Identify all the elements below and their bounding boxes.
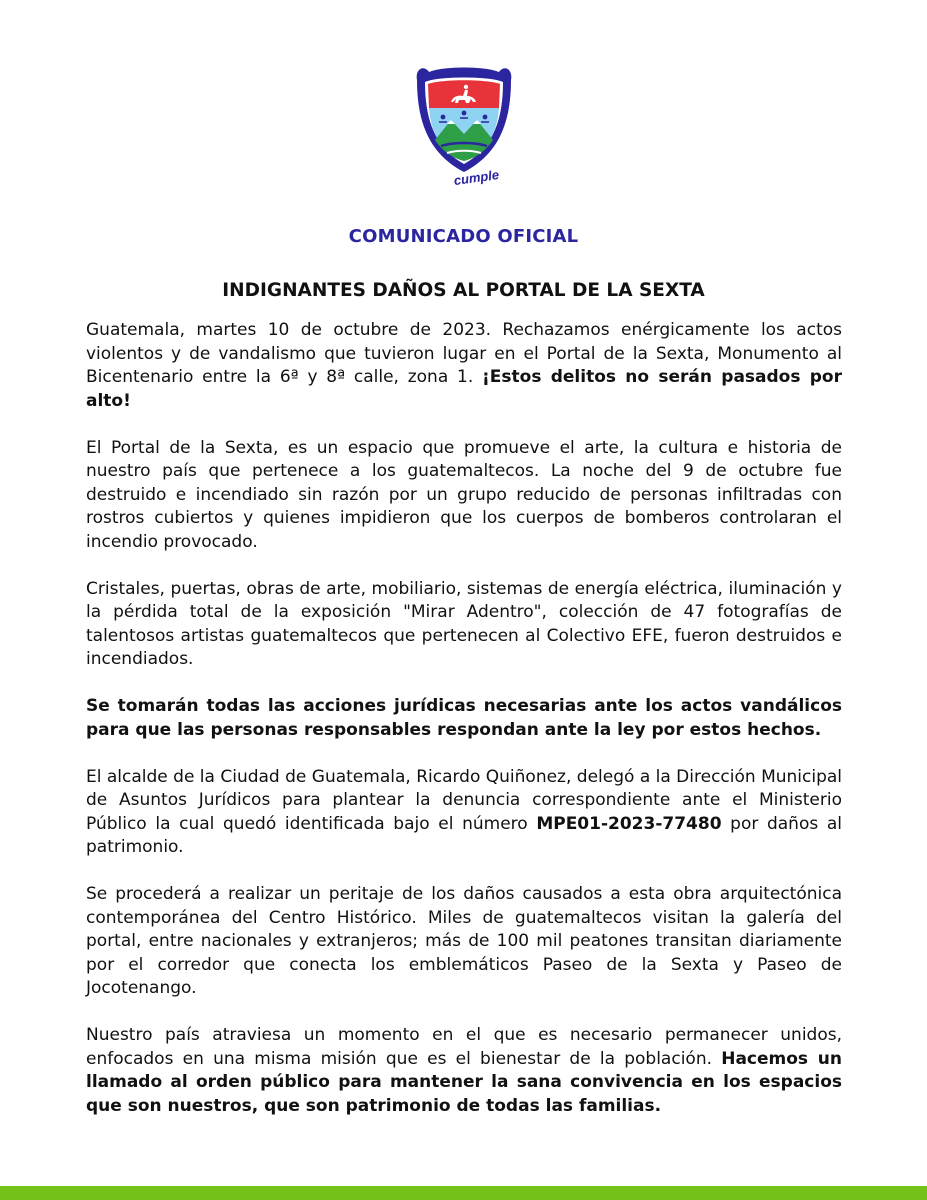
paragraph-7-emphasis: Hacemos un llamado al orden público para mantener la sana convivencia en los espacios que son nuestros, que son patrimonio de todas las familias.	[86, 1048, 842, 1116]
paragraph-5-text: El alcalde de la Ciudad de Guatemala, Ricardo Quiñonez, delegó a la Dirección Municipal de Asuntos Jurídicos para plantear la denuncia correspondiente ante el Ministerio Público la cual quedó identificada bajo el número	[86, 766, 843, 834]
logo-caption: cumple	[452, 166, 500, 188]
document-kicker: COMUNICADO OFICIAL	[348, 226, 579, 247]
paragraph-7	[86, 1024, 842, 1118]
paragraph-5-tail: por daños al patrimonio.	[86, 813, 842, 857]
paragraph-1-text: Guatemala, martes 10 de octubre de 2023. Rechazamos enérgicamente los actos violentos y de vandalismo que tuvieron lugar en el Portal de la Sexta, Monumento al Bicentenario entre la 6ª y 8ª calle, zona 1.	[86, 320, 842, 387]
paragraph-5	[86, 766, 842, 860]
paragraph-6: Se procederá a realizar un peritaje de los daños causados a esta obra arquitectónica contemporánea del Centro Histórico. Miles de guatemaltecos visitan la galería del portal, entre nacionales y extranjeros; más de 100 mil peatones transitan diariamente por el corredor que conecta los emblemáticos Paseo de la Sexta y Paseo de Jocotenango.	[86, 884, 842, 998]
paragraph-2: El Portal de la Sexta, es un espacio que promueve el arte, la cultura e historia de nuestro país que pertenece a los guatemaltecos. La noche del 9 de octubre fue destruido e incendiado sin razón por un grupo reducido de personas infiltradas con rostros cubiertos y quienes impidieron que los cuerpos de bomberos controlaran el incendio provocado.	[86, 437, 842, 552]
paragraph-4-emphasis: Se tomarán todas las acciones jurídicas necesarias ante los actos vandálicos para que las personas responsables respondan ante la ley por estos hechos.	[86, 696, 842, 740]
paragraph-1	[86, 319, 842, 413]
shield-emblem-icon	[413, 62, 515, 188]
paragraph-1-emphasis: ¡Estos delitos no serán pasados por alto!	[86, 367, 842, 411]
paragraph-4	[86, 695, 842, 742]
municipal-shield-logo	[413, 62, 515, 188]
footer-green-bar	[0, 1186, 927, 1200]
case-number: MPE01-2023-77480	[536, 813, 722, 834]
paragraph-3: Cristales, puertas, obras de arte, mobiliario, sistemas de energía eléctrica, iluminación y la pérdida total de la exposición "Mirar Adentro", colección de 47 fotografías de talentosos artistas guatemaltecos que pertenecen al Colectivo EFE, fueron destruidos e incendiados.	[86, 578, 842, 669]
paragraph-7-text: Nuestro país atraviesa un momento en el que es necesario permanecer unidos, enfocados en una misma misión que es el bienestar de la población.	[86, 1025, 842, 1069]
document-title: INDIGNANTES DAÑOS AL PORTAL DE LA SEXTA	[222, 280, 705, 301]
document-body	[86, 319, 842, 1142]
